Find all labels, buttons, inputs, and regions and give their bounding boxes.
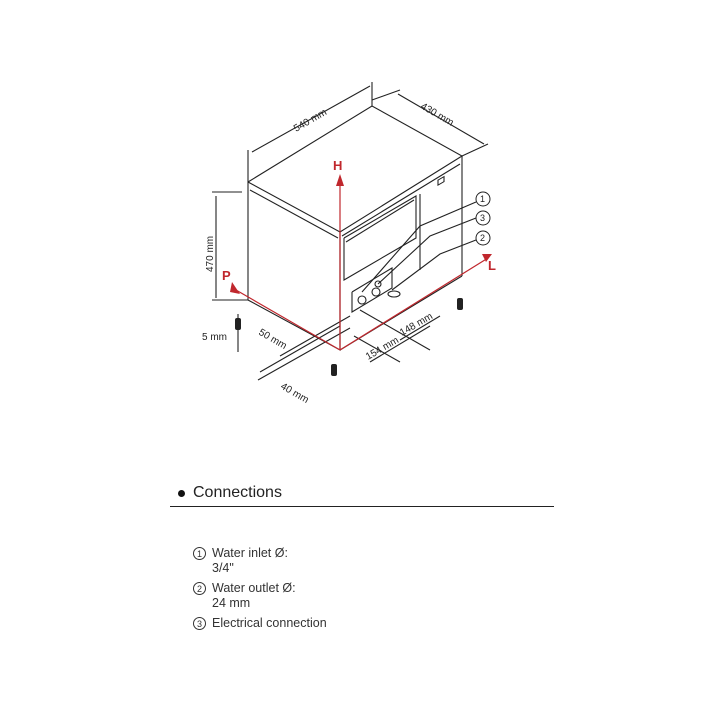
dim-width: 540 mm	[292, 107, 329, 135]
foot-icon	[457, 298, 463, 310]
item-label: Water inlet Ø:	[212, 546, 288, 560]
foot-icon	[235, 318, 241, 330]
connections-title: Connections	[193, 484, 282, 501]
connections-heading	[170, 484, 554, 507]
number-circle-icon: 2	[193, 582, 206, 595]
axis-h-label: H	[333, 158, 343, 173]
number-circle-icon: 3	[193, 617, 206, 630]
list-item	[193, 581, 327, 611]
callout-1: 1	[480, 194, 486, 204]
list-item	[193, 546, 327, 576]
dim-height: 470 mm	[205, 235, 216, 272]
axis-l-label: L	[488, 258, 496, 273]
dim-depth: 430 mm	[418, 101, 456, 129]
list-item	[193, 616, 327, 631]
item-value: 24 mm	[212, 596, 251, 610]
dim-conn-1: 154 mm	[364, 335, 401, 363]
number-circle-icon: 1	[193, 547, 206, 560]
bullet-icon	[178, 490, 185, 497]
axis-p-label: P	[222, 268, 231, 283]
foot-icon	[331, 364, 337, 376]
dim-foot-front: 40 mm	[278, 381, 311, 406]
connections-list	[193, 546, 327, 636]
dim-feet: 5 mm	[202, 332, 227, 343]
dim-foot-side: 50 mm	[256, 327, 289, 352]
callout-3: 3	[480, 213, 486, 223]
item-label: Water outlet Ø:	[212, 581, 296, 595]
item-value: 3/4"	[212, 561, 234, 575]
connections-section	[170, 484, 554, 507]
dim-conn-2: 148 mm	[398, 311, 435, 339]
item-label: Electrical connection	[212, 616, 327, 630]
callout-2: 2	[480, 233, 486, 243]
